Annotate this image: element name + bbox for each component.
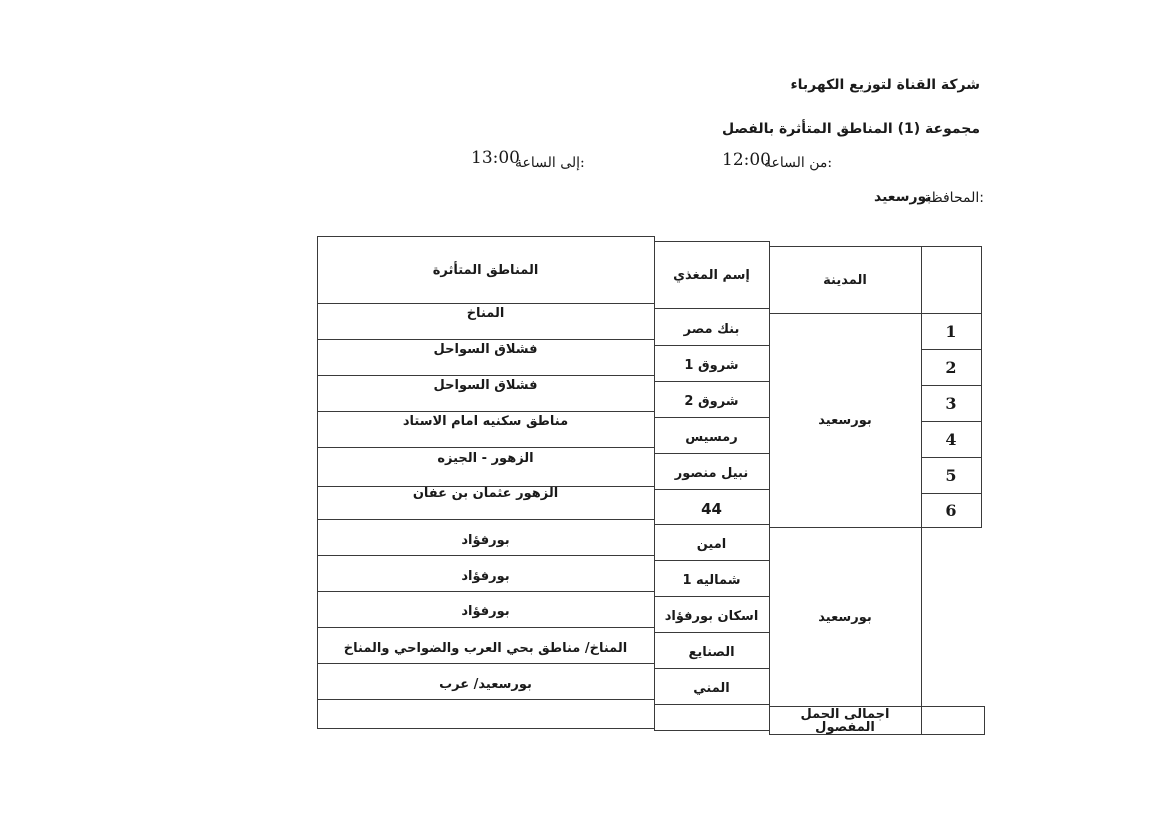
affected-area: بورفؤاد [461, 532, 510, 548]
affected-area: بورفؤاد [461, 568, 510, 584]
grid-line [317, 627, 654, 628]
row-number: 4 [945, 429, 957, 449]
grid-line [981, 246, 982, 528]
row-number: 5 [945, 465, 957, 485]
grid-line [317, 699, 654, 700]
to-time-label: إلى الساعة: [515, 155, 585, 171]
row-number: 6 [945, 500, 957, 520]
affected-area: المناخ [466, 305, 505, 321]
row-number: 2 [945, 357, 957, 377]
grid-line [317, 555, 654, 556]
affected-area: المناخ/ مناطق بحي العرب والضواحي والمناخ [343, 640, 628, 656]
city-cell: بورسعيد [818, 609, 872, 625]
city-cell: بورسعيد [818, 413, 872, 428]
grid-line [317, 728, 654, 729]
grid-line [984, 706, 985, 735]
affected-area: مناطق سكنيه امام الاستاد [402, 413, 569, 429]
governorate-value: بورسعيد [874, 189, 932, 205]
to-time-value: 13:00 [471, 148, 520, 168]
grid-line [769, 734, 984, 735]
feeder-name: المني [693, 681, 730, 696]
grid-line [317, 591, 654, 592]
group-title: مجموعة (1) المناطق المتأثرة بالفصل [721, 121, 980, 137]
grid-line [654, 704, 769, 705]
areas-column-header: المناطق المتأثرة [432, 262, 539, 278]
grid-line [317, 663, 654, 664]
feeder-name: 44 [701, 499, 722, 518]
row-number: 1 [945, 321, 957, 341]
grid-line [654, 730, 769, 731]
from-time-value: 12:00 [722, 150, 771, 170]
city-column-header: المدينة [823, 272, 867, 288]
feeder-name: بنك مصر [683, 321, 740, 337]
feeder-column-header: إسم المغذي [673, 267, 750, 283]
grid-line [317, 447, 654, 448]
affected-area: الزهور عثمان بن عفان [412, 485, 559, 501]
total-load-label: اجمالى الحمل المفصول [800, 706, 890, 735]
affected-area: فشلاق السواحل [433, 341, 538, 357]
feeder-name: امين [696, 537, 727, 552]
feeder-name: شماليه 1 [682, 573, 741, 588]
feeder-name: شروق 1 [684, 358, 739, 373]
feeder-name: نبيل منصور [674, 466, 749, 481]
governorate-label: المحافظة: [924, 190, 984, 206]
row-number: 3 [945, 393, 957, 413]
affected-area: بورفؤاد [461, 603, 510, 619]
from-time-label: من الساعة: [764, 155, 833, 171]
affected-area: فشلاق السواحل [433, 377, 538, 393]
feeder-name: اسكان بورفؤاد [664, 609, 759, 624]
feeder-name: الصنايع [688, 645, 735, 660]
affected-area: بورسعيد/ عرب [439, 676, 532, 692]
feeder-name: رمسيس [685, 430, 738, 445]
company-name: شركة القناة لتوزيع الكهرباء [790, 77, 980, 93]
feeder-name: شروق 2 [684, 394, 739, 409]
grid-line [317, 519, 654, 520]
affected-area: الزهور - الجيزه [437, 450, 534, 466]
